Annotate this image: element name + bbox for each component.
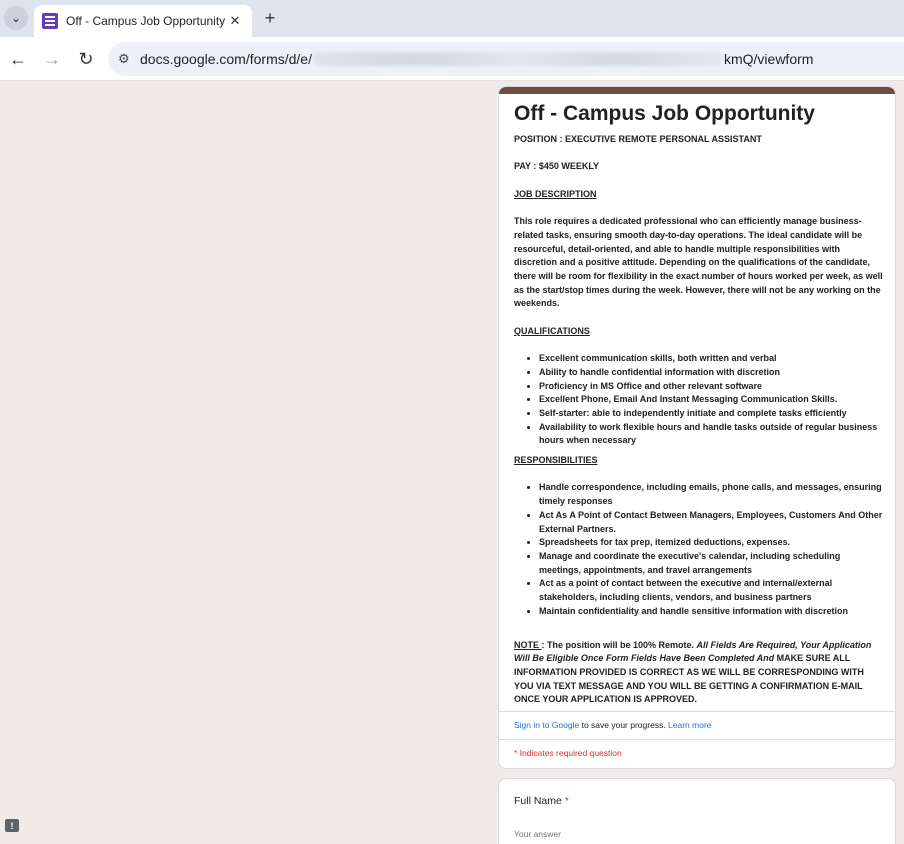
sign-in-link[interactable]: Sign in to Google — [514, 720, 580, 730]
tab-title: Off - Campus Job Opportunity — [66, 14, 226, 28]
responsibilities-list — [539, 481, 884, 618]
list-item: • Spreadsheets for tax prep, itemized deductions, expenses. — [539, 536, 884, 550]
position-text: POSITION : EXECUTIVE REMOTE PERSONAL ASSISTANT — [514, 134, 762, 144]
list-item: • Act as a point of contact between the executive and internal/external stakeholders, including clients, vendors, and business partners — [539, 577, 884, 604]
job-description-text: This role requires a dedicated professional who can efficiently manage business-related tasks, ensuring smooth day-to-day operations. The ideal candidate will be resourceful, detail-oriented, and able to handle multiple responsibilities with discretion and a positive attitude. Depending on the qualifications of the candidate, there will be room for flexibility in the exact number of hours worked per week, as well as the start/stop times during the week. However, there will not be any working on the weekends. — [514, 216, 883, 309]
header-accent-bar — [499, 87, 895, 94]
list-item: • Ability to handle confidential information with discretion — [539, 366, 884, 380]
chevron-down-icon[interactable]: ⌄ — [4, 6, 28, 30]
browser-tab-strip — [0, 0, 904, 37]
list-item: • Proficiency in MS Office and other relevant software — [539, 380, 884, 394]
list-item: • Excellent Phone, Email And Instant Messaging Communication Skills. — [539, 393, 884, 407]
arrow-right-icon[interactable]: → — [43, 48, 61, 69]
divider — [499, 739, 895, 740]
close-icon[interactable]: ✕ — [229, 13, 241, 28]
list-item: • Handle correspondence, including emails, phone calls, and messages, ensuring timely responses — [539, 481, 884, 508]
list-item: • Excellent communication skills, both written and verbal — [539, 352, 884, 366]
list-item: • Act As A Point of Contact Between Managers, Employees, Customers And Other External Partners. — [539, 509, 884, 536]
sign-in-notice — [514, 720, 712, 730]
form-description — [514, 101, 884, 721]
sign-in-text: to save your progress. — [579, 720, 669, 730]
pay-text: PAY : $450 WEEKLY — [514, 161, 600, 172]
report-icon[interactable]: ! — [5, 819, 19, 832]
list-item: • Maintain confidentiality and handle sensitive information with discretion — [539, 605, 884, 619]
url-text[interactable] — [140, 51, 813, 67]
note-part-1: : The position will be 100% Remote. — [541, 639, 697, 650]
google-forms-icon — [42, 13, 58, 29]
responsibilities-heading: RESPONSIBILITIES — [514, 455, 598, 466]
form-header-card — [498, 86, 896, 769]
note-label: NOTE — [514, 639, 542, 650]
browser-toolbar — [0, 37, 904, 81]
learn-more-link[interactable]: Learn more — [668, 720, 712, 730]
form-title: Off - Campus Job Opportunity — [514, 102, 815, 125]
url-prefix: docs.google.com/forms/d/e/ — [140, 51, 312, 67]
qualifications-list — [539, 352, 884, 448]
divider — [499, 711, 895, 712]
note-part-2: MAKE SURE ALL INFORMATION PROVIDED IS CORRECT AS WE WILL BE CORRESPONDING WITH YOU VIA TEXT MESSAGE AND YOU WILL BE GETTING A CONFIRMATION E-MAIL ONCE YOUR APPLICATION IS APPROVED. — [514, 653, 864, 705]
question-card-full-name — [498, 778, 896, 844]
address-bar[interactable] — [108, 42, 904, 76]
plus-icon[interactable]: + — [264, 7, 276, 28]
required-asterisk: * — [561, 795, 569, 807]
list-item: • Self-starter: able to independently initiate and complete tasks efficiently — [539, 407, 884, 421]
list-item: • Availability to work flexible hours and handle tasks outside of regular business hours when necessary — [539, 421, 884, 448]
url-suffix: kmQ/viewform — [723, 51, 814, 67]
list-item: • Manage and coordinate the executive's calendar, including scheduling meetings, appointments, and travel arrangements — [539, 550, 884, 577]
question-label-text: Full Name — [514, 795, 562, 807]
full-name-input[interactable]: Your answer — [514, 829, 699, 844]
tune-icon[interactable]: ⚙ — [118, 51, 130, 66]
arrow-left-icon[interactable]: ← — [9, 48, 27, 69]
required-question-note: * Indicates required question — [514, 748, 622, 758]
job-description-heading: JOB DESCRIPTION — [514, 188, 597, 199]
url-redacted — [313, 52, 723, 66]
qualifications-heading: QUALIFICATIONS — [514, 325, 590, 336]
tab-active[interactable] — [34, 5, 252, 37]
note-italic: All Fields Are Required, Your Application Will Be Eligible Once Form Fields Have Been Completed And — [514, 639, 872, 664]
note-text — [514, 639, 884, 708]
reload-icon[interactable]: ↻ — [78, 48, 94, 69]
question-label — [514, 795, 569, 807]
